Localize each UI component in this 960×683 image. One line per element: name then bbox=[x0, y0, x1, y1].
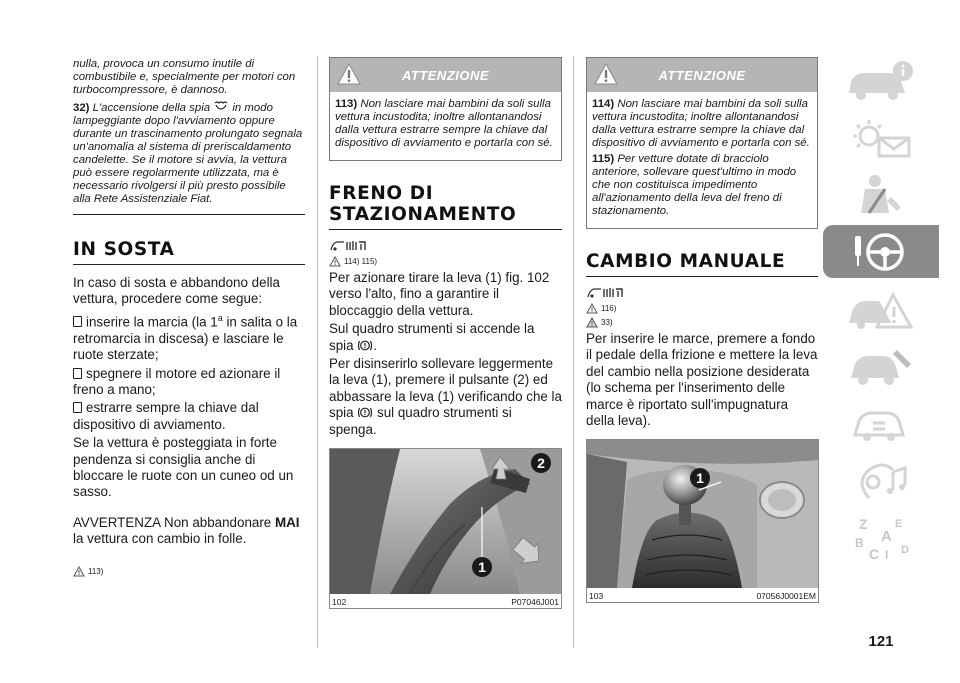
freno-paragraph-2-b: . bbox=[373, 337, 378, 353]
attention-115-number: 115) bbox=[592, 153, 615, 165]
note-continuation: nulla, provoca un consumo inutile di combustibile e, specialmente per motori con turbocompressore, è dannoso. bbox=[73, 58, 296, 96]
freno-paragraph-2-a: Sul quadro strumenti si accende la spia bbox=[329, 321, 535, 353]
attention-114-number: 114) bbox=[592, 98, 615, 110]
handbrake-photo bbox=[330, 449, 561, 594]
chapter-tab-maintenance[interactable] bbox=[823, 339, 939, 392]
chapter-tab-emergency[interactable] bbox=[823, 282, 939, 335]
freno-paragraph-3 bbox=[329, 356, 562, 438]
freno-paragraph-1: Per azionare tirare la leva (1) fig. 102 verso l'alto, fino a garantire il bloccaggio della vettura. bbox=[329, 270, 550, 318]
section-heading-in-sosta: IN SOSTA bbox=[73, 239, 305, 265]
checkbox-bullet-icon bbox=[73, 368, 82, 379]
bullet-1-text-a: inserire la marcia (la 1 bbox=[86, 314, 218, 330]
bullet-1-text-b: in salita o la retromarcia in discesa) e lasciare le ruote sterzate; bbox=[73, 314, 298, 363]
column-divider-2 bbox=[573, 56, 574, 648]
bullet-3-text: estrarre sempre la chiave dal dispositivo di avviamento. bbox=[73, 400, 259, 432]
figure-number: 102 bbox=[332, 597, 347, 608]
reference-116 bbox=[586, 303, 818, 314]
section-heading-cambio: CAMBIO MANUALE bbox=[586, 251, 818, 277]
index-letter-d: D bbox=[901, 543, 909, 556]
emergency-car-icon bbox=[841, 287, 921, 331]
attention-114 bbox=[592, 98, 812, 150]
references-label: 114) 115) bbox=[344, 257, 378, 266]
brake-warning-icon bbox=[357, 339, 373, 352]
notes-continued bbox=[73, 58, 305, 215]
attention-box-114-115 bbox=[586, 57, 818, 229]
reference-113 bbox=[73, 564, 305, 580]
attention-body bbox=[330, 92, 561, 160]
index-letter-b: B bbox=[855, 535, 864, 550]
attention-title: ATTENZIONE bbox=[401, 67, 490, 83]
attention-body bbox=[587, 92, 817, 228]
checkbox-bullet-icon bbox=[73, 316, 82, 327]
attention-header bbox=[330, 58, 561, 92]
multimedia-icon bbox=[841, 458, 921, 502]
freno-paragraph-2 bbox=[329, 321, 562, 354]
column-divider-1 bbox=[317, 56, 318, 648]
attention-title: ATTENZIONE bbox=[658, 67, 746, 83]
reference-116-label: 116) bbox=[601, 304, 617, 313]
cambio-body bbox=[586, 331, 818, 429]
chapter-tab-car-info[interactable] bbox=[823, 54, 939, 107]
brake-warning-icon bbox=[357, 406, 373, 419]
freno-paragraph-3-a: Per disinserirlo sollevare leggermente la leva (1), premere il pulsante (2) ed abbassare la leva (1) verificando che la spia bbox=[329, 356, 562, 421]
attention-box-113 bbox=[329, 57, 562, 161]
freno-paragraph-3-b: sul quadro strumenti si spenga. bbox=[329, 405, 512, 437]
attention-113 bbox=[335, 98, 556, 150]
attention-113-text: Non lasciare mai bambini da soli sulla vettura incustodita; inoltre allontanandosi dalla vettura estrarre sempre la chiave dal dispositivo di avviamento e portarla con sé. bbox=[335, 98, 553, 149]
handbrake-illustration bbox=[330, 449, 561, 594]
bullet-2-text: spegnere il motore ed azionare il freno a mano; bbox=[73, 365, 281, 397]
caution-triangle-icon bbox=[586, 317, 598, 328]
note-32-text-b: in modo lampeggiante dopo l'avviamento oppure durante un trascinamento prolungato segnala un'anomalia al sistema di preriscaldamento candelette. Se il motore si avvia, la vettura può essere regolarmente utilizzata, ma è necessario rivolgersi il più presto possibile alla Rete Assistenziale Fiat. bbox=[73, 102, 303, 205]
in-sosta-intro: In caso di sosta e abbandono della vettura, procedere come segue: bbox=[73, 275, 280, 307]
reference-33-label: 33) bbox=[601, 318, 613, 327]
figure-103 bbox=[586, 439, 819, 603]
in-sosta-body bbox=[73, 275, 305, 580]
checkbox-bullet-icon bbox=[73, 402, 82, 413]
figure-code: P07046J001 bbox=[511, 597, 559, 608]
warning-text-b: la vettura con cambio in folle. bbox=[73, 531, 247, 547]
attention-115-text: Per vetture dotate di bracciolo anteriore, sollevare quest'ultimo in modo che non costituisca impedimento all'azionamento della leva del freno di stazionamento. bbox=[592, 153, 797, 217]
figure-102 bbox=[329, 448, 562, 609]
attention-114-text: Non lasciare mai bambini da soli sulla vettura incustodita; inoltre allontanandosi dalla vettura estrarre sempre la chiave dal dispositivo di avviamento e portarla con sé. bbox=[592, 98, 810, 149]
reference-33 bbox=[586, 317, 818, 328]
wrench-car-icon bbox=[841, 344, 921, 388]
gear-lever-illustration bbox=[587, 440, 818, 588]
chapter-tab-lights-messages[interactable] bbox=[823, 111, 939, 164]
column-middle bbox=[329, 57, 562, 609]
attention-header bbox=[587, 58, 817, 92]
reference-113-label: 113) bbox=[88, 566, 104, 576]
warning-triangle-icon bbox=[593, 62, 619, 86]
column-right bbox=[586, 57, 818, 603]
warning-text-a: AVVERTENZA Non abbandonare bbox=[73, 514, 275, 530]
figure-number: 103 bbox=[589, 591, 604, 602]
callout-1: 1 bbox=[478, 559, 486, 576]
chapter-tab-starting-driving[interactable] bbox=[823, 225, 939, 278]
chapter-tab-index[interactable] bbox=[823, 510, 939, 563]
car-info-icon bbox=[841, 59, 921, 103]
bullet-1-superscript: a bbox=[217, 312, 223, 323]
figure-102-caption bbox=[330, 594, 561, 608]
heading-line-1: FRENO DI bbox=[329, 183, 434, 204]
bullet-1 bbox=[73, 310, 305, 364]
note-32-number: 32) bbox=[73, 102, 90, 114]
technical-data-icon bbox=[841, 401, 921, 445]
vehicle-variant-icons bbox=[586, 285, 630, 299]
attention-115 bbox=[592, 153, 812, 218]
index-letter-e: E bbox=[895, 517, 903, 530]
index-letter-a: A bbox=[881, 527, 892, 545]
warning-triangle-icon bbox=[586, 303, 598, 314]
callout-1: 1 bbox=[696, 470, 704, 487]
freno-body bbox=[329, 270, 562, 438]
bullet-2 bbox=[73, 366, 305, 399]
column-left bbox=[73, 58, 305, 583]
chapter-sidebar bbox=[823, 54, 939, 567]
section-heading-freno bbox=[329, 183, 562, 230]
steering-wheel-key-icon bbox=[841, 230, 921, 274]
seatbelt-safety-icon bbox=[841, 173, 921, 217]
bullet-3 bbox=[73, 400, 305, 433]
warning-triangle-icon bbox=[329, 256, 341, 267]
lights-messages-icon bbox=[841, 116, 921, 160]
index-letter-z: Z bbox=[859, 515, 868, 532]
warning-triangle-icon bbox=[73, 566, 85, 577]
chapter-tab-safety[interactable] bbox=[823, 168, 939, 221]
gear-lever-photo bbox=[587, 440, 818, 588]
references-114-115 bbox=[329, 256, 562, 267]
vehicle-variant-icons bbox=[329, 238, 373, 252]
figure-code: 07056J0001EM bbox=[756, 591, 816, 602]
chapter-tab-multimedia[interactable] bbox=[823, 453, 939, 506]
index-letters-icon bbox=[841, 513, 921, 561]
warning-triangle-icon bbox=[336, 62, 362, 86]
warning-paragraph bbox=[73, 515, 305, 548]
index-letter-c: C bbox=[869, 545, 880, 561]
glow-plug-warning-icon bbox=[213, 101, 229, 111]
callout-2: 2 bbox=[537, 455, 545, 472]
figure-103-caption bbox=[587, 588, 818, 602]
attention-113-number: 113) bbox=[335, 98, 358, 110]
index-letter-i: I bbox=[885, 547, 889, 561]
heading-line-2: STAZIONAMENTO bbox=[329, 204, 517, 225]
parking-slope-paragraph: Se la vettura è posteggiata in forte pendenza si consiglia anche di bloccare le ruote con un cuneo od un sasso. bbox=[73, 435, 294, 500]
page-number: 121 bbox=[868, 633, 894, 650]
cambio-paragraph: Per inserire le marce, premere a fondo il pedale della frizione e mettere la leva del cambio nella posizione desiderata (lo schema per l'inserimento delle marce è riportato sull'impugnatura della leva). bbox=[586, 331, 818, 429]
warning-bold-word: MAI bbox=[274, 514, 300, 530]
note-32 bbox=[73, 101, 305, 206]
note-32-text-a: L'accensione della spia bbox=[89, 102, 214, 114]
chapter-tab-technical-data[interactable] bbox=[823, 396, 939, 449]
